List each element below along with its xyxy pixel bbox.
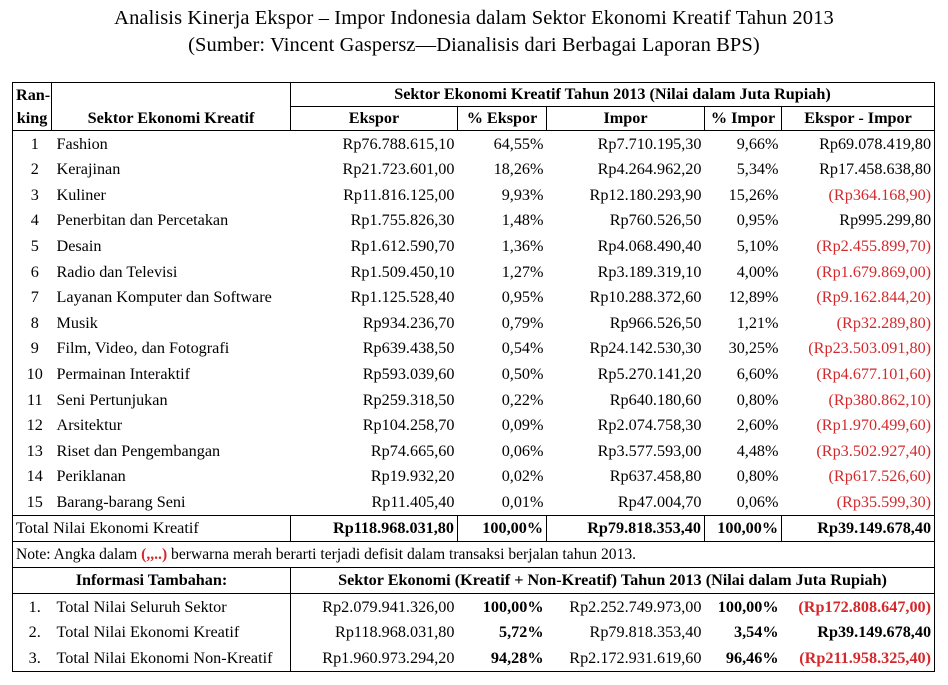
net-cell: (Rp9.162.844,20) bbox=[782, 285, 935, 311]
rank-cell: 9 bbox=[13, 336, 52, 362]
impor-cell: Rp3.189.319,10 bbox=[597, 262, 702, 281]
header-row-bottom bbox=[13, 107, 935, 131]
impor-cell: Rp760.526,50 bbox=[609, 211, 702, 230]
sector-name-cell: Layanan Komputer dan Software bbox=[56, 288, 272, 307]
header-sector-spacer bbox=[52, 83, 291, 107]
info-impor-cell: Rp2.172.931.619,60 bbox=[547, 645, 705, 671]
rank-cell: 6 bbox=[13, 259, 52, 285]
net-cell: (Rp617.526,60) bbox=[782, 464, 935, 490]
header-sector: Sektor Ekonomi Kreatif bbox=[52, 107, 291, 131]
net-cell: (Rp35.599,30) bbox=[782, 489, 935, 515]
info-pct-ekspor-cell: 100,00% bbox=[482, 597, 544, 616]
table-row bbox=[13, 413, 935, 439]
rank-cell: 14 bbox=[13, 464, 52, 490]
table-row bbox=[13, 182, 935, 208]
net-cell: (Rp380.862,10) bbox=[782, 387, 935, 413]
pct-ekspor-cell: 1,48% bbox=[501, 211, 544, 230]
note-prefix: Note: Angka dalam bbox=[16, 545, 142, 563]
net-cell: Rp995.299,80 bbox=[782, 208, 935, 234]
rank-cell: 3 bbox=[13, 182, 52, 208]
info-label-cell: Total Nilai Seluruh Sektor bbox=[52, 593, 291, 619]
info-num-cell: 3. bbox=[13, 645, 52, 671]
net-cell: (Rp32.289,80) bbox=[782, 310, 935, 336]
sector-name-cell: Radio dan Televisi bbox=[56, 262, 178, 281]
pct-ekspor-cell: 0,06% bbox=[501, 441, 544, 460]
sector-name-cell: Seni Pertunjukan bbox=[56, 390, 168, 409]
pct-ekspor-cell: 9,93% bbox=[501, 185, 544, 204]
total-row bbox=[13, 515, 935, 541]
total-ekspor: Rp118.968.031,80 bbox=[291, 515, 458, 541]
rank-cell: 12 bbox=[13, 413, 52, 439]
net-cell: (Rp1.679.869,00) bbox=[782, 259, 935, 285]
info-row bbox=[13, 593, 935, 619]
ekspor-cell: Rp593.039,60 bbox=[362, 365, 455, 384]
net-cell: (Rp23.503.091,80) bbox=[782, 336, 935, 362]
table-row bbox=[13, 259, 935, 285]
total-label: Total Nilai Ekonomi Kreatif bbox=[13, 515, 291, 541]
info-pct-ekspor-cell: 5,72% bbox=[498, 623, 544, 642]
header-pct-impor: % Impor bbox=[705, 107, 782, 131]
ekspor-cell: Rp1.755.826,30 bbox=[350, 211, 455, 230]
info-row bbox=[13, 645, 935, 671]
sector-name-cell: Arsitektur bbox=[56, 416, 123, 435]
pct-impor-cell: 4,48% bbox=[736, 441, 779, 460]
pct-ekspor-cell: 0,22% bbox=[501, 390, 544, 409]
rank-cell: 2 bbox=[13, 157, 52, 183]
pct-ekspor-cell: 0,09% bbox=[501, 416, 544, 435]
info-impor-cell: Rp79.818.353,40 bbox=[589, 623, 702, 642]
sector-name-cell: Fashion bbox=[56, 134, 108, 153]
impor-cell: Rp640.180,60 bbox=[609, 390, 702, 409]
net-cell: (Rp1.970.499,60) bbox=[782, 413, 935, 439]
info-pct-impor-cell: 96,46% bbox=[705, 645, 782, 671]
sector-name-cell: Barang-barang Seni bbox=[56, 493, 186, 511]
header-net: Ekspor - Impor bbox=[782, 107, 935, 131]
rank-cell: 8 bbox=[13, 310, 52, 336]
impor-cell: Rp12.180.293,90 bbox=[589, 185, 702, 204]
ekspor-cell: Rp19.932,20 bbox=[370, 467, 455, 486]
total-impor: Rp79.818.353,40 bbox=[547, 515, 705, 541]
net-cell: (Rp4.677.101,60) bbox=[782, 361, 935, 387]
ekspor-cell: Rp11.816.125,00 bbox=[343, 185, 455, 204]
table-row bbox=[13, 336, 935, 362]
info-label-cell: Total Nilai Ekonomi Kreatif bbox=[52, 620, 291, 646]
table-row bbox=[13, 464, 935, 490]
rank-cell: 1 bbox=[13, 131, 52, 157]
impor-cell: Rp637.458,80 bbox=[609, 467, 702, 486]
pct-impor-cell: 5,34% bbox=[736, 160, 779, 179]
table-row bbox=[13, 438, 935, 464]
info-num-cell: 1. bbox=[13, 593, 52, 619]
ekspor-cell: Rp1.612.590,70 bbox=[350, 237, 455, 256]
ekspor-cell: Rp1.509.450,10 bbox=[350, 262, 455, 281]
net-cell: (Rp364.168,90) bbox=[782, 182, 935, 208]
pct-ekspor-cell: 0,02% bbox=[501, 467, 544, 486]
sector-name-cell: Musik bbox=[56, 313, 98, 332]
pct-impor-cell: 30,25% bbox=[728, 339, 779, 358]
pct-impor-cell: 0,06% bbox=[736, 493, 779, 511]
header-impor: Impor bbox=[547, 107, 705, 131]
info-pct-impor-cell: 100,00% bbox=[717, 597, 779, 616]
rank-cell: 10 bbox=[13, 361, 52, 387]
table-row bbox=[13, 361, 935, 387]
sector-name-cell: Penerbitan dan Percetakan bbox=[56, 211, 229, 230]
pct-impor-cell: 0,95% bbox=[736, 211, 779, 230]
ekspor-cell: Rp259.318,50 bbox=[362, 390, 455, 409]
impor-cell: Rp24.142.530,30 bbox=[589, 339, 702, 358]
total-pct-ekspor: 100,00% bbox=[458, 515, 547, 541]
table-row bbox=[13, 387, 935, 413]
pct-impor-cell: 5,10% bbox=[736, 237, 779, 256]
total-pct-impor: 100,00% bbox=[705, 515, 782, 541]
net-cell: (Rp2.455.899,70) bbox=[782, 233, 935, 259]
note-suffix: berwarna merah berarti terjadi defisit dalam transaksi berjalan tahun 2013. bbox=[167, 545, 637, 563]
pct-ekspor-cell: 0,54% bbox=[501, 339, 544, 358]
info-ekspor-cell: Rp118.968.031,80 bbox=[335, 623, 455, 642]
page-title: Analisis Kinerja Ekspor – Impor Indonesia dalam Sektor Ekonomi Kreatif Tahun 2013 bbox=[114, 7, 834, 29]
impor-cell: Rp47.004,70 bbox=[617, 493, 702, 511]
info-label-cell: Total Nilai Ekonomi Non-Kreatif bbox=[52, 645, 291, 671]
sector-name-cell: Kerajinan bbox=[56, 160, 121, 179]
pct-impor-cell: 6,60% bbox=[736, 365, 779, 384]
table-row bbox=[13, 157, 935, 183]
rank-cell: 13 bbox=[13, 438, 52, 464]
table-row bbox=[13, 131, 935, 157]
ekspor-cell: Rp21.723.601,00 bbox=[342, 160, 455, 179]
pct-impor-cell: 9,66% bbox=[736, 134, 779, 153]
pct-ekspor-cell: 0,95% bbox=[501, 288, 544, 307]
ekspor-cell: Rp934.236,70 bbox=[362, 313, 455, 332]
note-row bbox=[13, 541, 935, 567]
impor-cell: Rp7.710.195,30 bbox=[597, 134, 702, 153]
header-row-top bbox=[13, 83, 935, 107]
pct-ekspor-cell: 64,55% bbox=[493, 134, 544, 153]
info-net-cell: (Rp172.808.647,00) bbox=[782, 593, 935, 619]
impor-cell: Rp4.264.962,20 bbox=[597, 160, 702, 179]
info-net-cell: Rp39.149.678,40 bbox=[782, 620, 935, 646]
info-net-cell: (Rp211.958.325,40) bbox=[782, 645, 935, 671]
ekspor-cell: Rp639.438,50 bbox=[362, 339, 455, 358]
info-impor-cell: Rp2.252.749.973,00 bbox=[569, 597, 702, 616]
info-num-cell: 2. bbox=[13, 620, 52, 646]
pct-impor-cell: 15,26% bbox=[728, 185, 779, 204]
sector-name-cell: Desain bbox=[56, 237, 102, 256]
info-pct-ekspor-cell: 94,28% bbox=[458, 645, 547, 671]
total-net: Rp39.149.678,40 bbox=[782, 515, 935, 541]
impor-cell: Rp5.270.141,20 bbox=[597, 365, 702, 384]
pct-impor-cell: 4,00% bbox=[736, 262, 779, 281]
impor-cell: Rp10.288.372,60 bbox=[589, 288, 702, 307]
table-row bbox=[13, 285, 935, 311]
impor-cell: Rp966.526,50 bbox=[609, 313, 702, 332]
pct-impor-cell: 2,60% bbox=[736, 416, 779, 435]
rank-cell: 7 bbox=[13, 285, 52, 311]
info-header-row bbox=[13, 567, 935, 593]
pct-impor-cell: 1,21% bbox=[736, 313, 779, 332]
rank-cell: 5 bbox=[13, 233, 52, 259]
info-group: Sektor Ekonomi (Kreatif + Non-Kreatif) Tahun 2013 (Nilai dalam Juta Rupiah) bbox=[291, 567, 935, 593]
table-row bbox=[13, 489, 935, 515]
pct-ekspor-cell: 0,79% bbox=[501, 313, 544, 332]
ekspor-cell: Rp76.788.615,10 bbox=[342, 134, 455, 153]
pct-impor-cell: 12,89% bbox=[728, 288, 779, 307]
header-group: Sektor Ekonomi Kreatif Tahun 2013 (Nilai dalam Juta Rupiah) bbox=[291, 83, 935, 107]
ekspor-cell: Rp74.665,60 bbox=[370, 441, 455, 460]
ekspor-cell: Rp11.405,40 bbox=[371, 493, 455, 511]
sector-name-cell: Riset dan Pengembangan bbox=[56, 441, 221, 460]
info-ekspor-cell: Rp1.960.973.294,20 bbox=[291, 645, 458, 671]
header-ekspor: Ekspor bbox=[291, 107, 458, 131]
net-cell: Rp69.078.419,80 bbox=[782, 131, 935, 157]
rank-cell: 4 bbox=[13, 208, 52, 234]
pct-ekspor-cell: 1,27% bbox=[501, 262, 544, 281]
net-cell: Rp17.458.638,80 bbox=[782, 157, 935, 183]
sector-name-cell: Permainan Interaktif bbox=[56, 365, 190, 384]
sector-name-cell: Kuliner bbox=[56, 185, 106, 204]
impor-cell: Rp4.068.490,40 bbox=[597, 237, 702, 256]
impor-cell: Rp3.577.593,00 bbox=[597, 441, 702, 460]
header-pct-ekspor: % Ekspor bbox=[458, 107, 547, 131]
pct-ekspor-cell: 0,01% bbox=[501, 493, 544, 511]
page-subtitle: (Sumber: Vincent Gaspersz—Dianalisis dari Berbagai Laporan BPS) bbox=[188, 34, 760, 56]
impor-cell: Rp2.074.758,30 bbox=[597, 416, 702, 435]
table-row bbox=[13, 233, 935, 259]
rank-cell: 15 bbox=[13, 489, 52, 515]
sector-name-cell: Periklanan bbox=[56, 467, 126, 486]
sector-name-cell: Film, Video, dan Fotografi bbox=[56, 339, 230, 358]
header-rank-bottom: king bbox=[13, 107, 52, 131]
pct-impor-cell: 0,80% bbox=[736, 467, 779, 486]
table-row bbox=[13, 208, 935, 234]
info-pct-impor-cell: 3,54% bbox=[733, 623, 779, 642]
pct-impor-cell: 0,80% bbox=[736, 390, 779, 409]
header-rank-top: Ran- bbox=[13, 83, 52, 107]
export-import-table bbox=[12, 82, 935, 672]
pct-ekspor-cell: 18,26% bbox=[493, 160, 544, 179]
net-cell: (Rp3.502.927,40) bbox=[782, 438, 935, 464]
info-row bbox=[13, 620, 935, 646]
pct-ekspor-cell: 1,36% bbox=[501, 237, 544, 256]
info-label: Informasi Tambahan: bbox=[13, 567, 291, 593]
note-deficit-marker: (,,..) bbox=[141, 545, 168, 563]
table-row bbox=[13, 310, 935, 336]
note-cell bbox=[13, 541, 935, 567]
ekspor-cell: Rp1.125.528,40 bbox=[350, 288, 455, 307]
rank-cell: 11 bbox=[13, 387, 52, 413]
ekspor-cell: Rp104.258,70 bbox=[362, 416, 455, 435]
info-ekspor-cell: Rp2.079.941.326,00 bbox=[322, 597, 455, 616]
pct-ekspor-cell: 0,50% bbox=[501, 365, 544, 384]
